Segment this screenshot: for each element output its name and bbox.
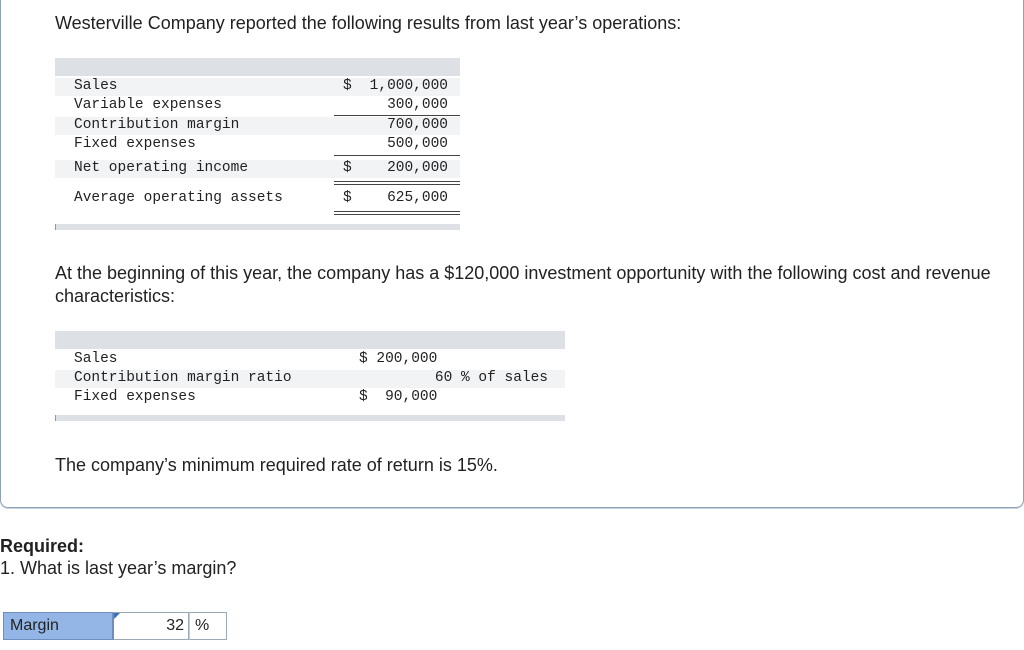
row-amount: 200,000 — [387, 160, 448, 176]
opportunity-table — [55, 331, 565, 427]
row-amount: 500,000 — [387, 136, 448, 152]
row-label: Fixed expenses — [74, 136, 196, 152]
required-heading: Required: — [0, 536, 85, 556]
row-label: Sales — [74, 351, 118, 367]
opportunity-text: At the beginning of this year, the company has a $120,000 investment opportunity with the following cost and revenue characteristics: — [55, 263, 991, 306]
table-footer-bar — [55, 224, 460, 230]
margin-value: 32 — [166, 617, 184, 634]
row-label: Contribution margin — [74, 117, 240, 133]
row-value: $ 200,000 — [359, 351, 438, 367]
table-row — [55, 117, 460, 135]
row-label: Sales — [74, 78, 118, 94]
table-header-bar — [55, 58, 460, 76]
row-label: Contribution margin ratio — [74, 370, 292, 386]
double-underline — [334, 211, 460, 215]
intro-text: Westerville Company reported the following results from last year’s operations: — [55, 13, 682, 33]
question-1: 1. What is last year’s margin? — [0, 558, 237, 578]
row-value: $ 90,000 — [359, 389, 438, 405]
row-amount: 300,000 — [387, 97, 448, 113]
input-corner-marker — [114, 613, 120, 619]
table-footer-bar — [55, 415, 565, 421]
table-row — [55, 160, 460, 178]
table-row — [55, 136, 460, 154]
table-row — [55, 351, 565, 369]
answer-row — [3, 612, 227, 640]
row-amount: 625,000 — [387, 190, 448, 206]
row-label: Variable expenses — [74, 97, 222, 113]
row-amount: 700,000 — [387, 117, 448, 133]
table-row — [55, 190, 460, 208]
table-row — [55, 370, 565, 388]
margin-label: Margin — [3, 612, 113, 640]
table-row — [55, 389, 565, 407]
min-return-text: The company’s minimum required rate of return is 15%. — [55, 455, 498, 475]
table-row — [55, 97, 460, 115]
table-row — [55, 78, 460, 96]
operations-table — [55, 58, 460, 236]
row-label: Net operating income — [74, 160, 249, 176]
double-underline — [334, 181, 460, 185]
row-value: 60 % of sales — [434, 370, 548, 386]
row-label: Average operating assets — [74, 190, 283, 206]
row-currency: $ — [343, 160, 352, 176]
underline — [334, 155, 460, 156]
margin-input[interactable] — [113, 612, 189, 640]
underline — [334, 115, 460, 116]
row-currency: $ — [343, 190, 352, 206]
percent-unit: % — [189, 612, 227, 640]
table-header-bar — [55, 331, 565, 349]
row-label: Fixed expenses — [74, 389, 196, 405]
row-currency: $ — [343, 78, 352, 94]
row-amount: 1,000,000 — [369, 78, 448, 94]
